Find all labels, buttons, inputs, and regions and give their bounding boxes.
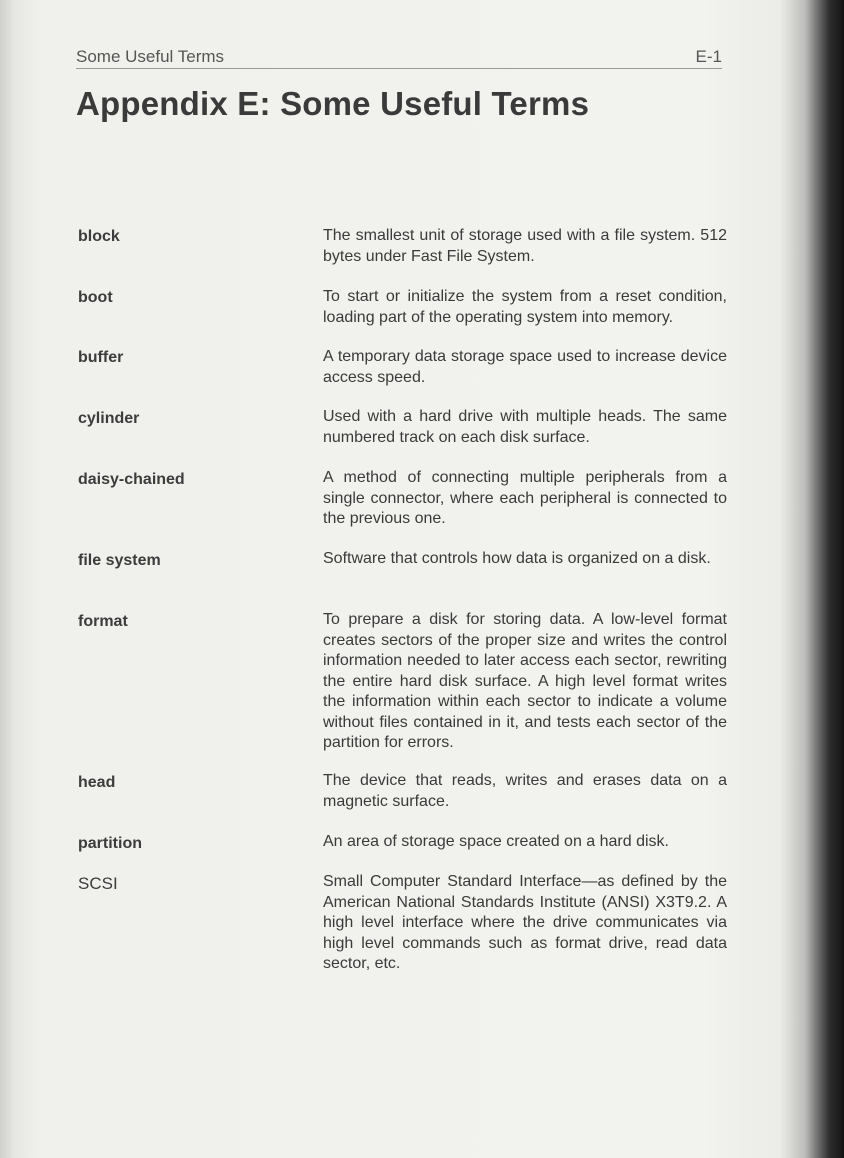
definition-buffer: A temporary data storage space used to increase device access speed. <box>323 348 727 386</box>
page-title: Appendix E: Some Useful Terms <box>76 85 590 122</box>
term-daisy-chained: daisy-chained <box>78 471 185 488</box>
term-buffer: buffer <box>78 349 124 366</box>
definition-format: To prepare a disk for storing data. A low-level format creates sectors of the proper size and writes the control information needed to later access each sector, rewriting the entire hard disk surface. A high level format writes the information within each sector to indicate a volume without files contained in it, and tests each sector of the partition for errors. <box>323 611 727 751</box>
term-head: head <box>78 774 116 791</box>
header-page-number: E-1 <box>695 47 722 66</box>
definition-partition: An area of storage space created on a hard disk. <box>323 833 669 850</box>
header-section-title: Some Useful Terms <box>76 47 225 66</box>
term-scsi: SCSI <box>78 874 118 893</box>
definition-head: The device that reads, writes and erases data on a magnetic surface. <box>323 772 727 810</box>
term-block: block <box>78 228 120 245</box>
definition-daisy-chained: A method of connecting multiple peripherals from a single connector, where each peripheral is connected to the previous one. <box>323 469 727 527</box>
definition-block: The smallest unit of storage used with a file system. 512 bytes under Fast File System. <box>323 227 727 265</box>
definition-scsi: Small Computer Standard Interface—as defined by the American National Standards Institute (ANSI) X3T9.2. A high level interface where the drive communicates via high level commands such as format drive, read data sector, etc. <box>323 873 727 972</box>
term-boot: boot <box>78 289 113 306</box>
definition-file-system: Software that controls how data is organized on a disk. <box>323 550 711 567</box>
definition-boot: To start or initialize the system from a reset condition, loading part of the operating system into memory. <box>323 288 727 326</box>
running-header <box>76 44 722 69</box>
term-cylinder: cylinder <box>78 410 140 427</box>
term-format: format <box>78 613 128 630</box>
term-file-system: file system <box>78 552 161 569</box>
term-partition: partition <box>78 835 142 852</box>
definition-cylinder: Used with a hard drive with multiple heads. The same numbered track on each disk surface. <box>323 408 727 446</box>
